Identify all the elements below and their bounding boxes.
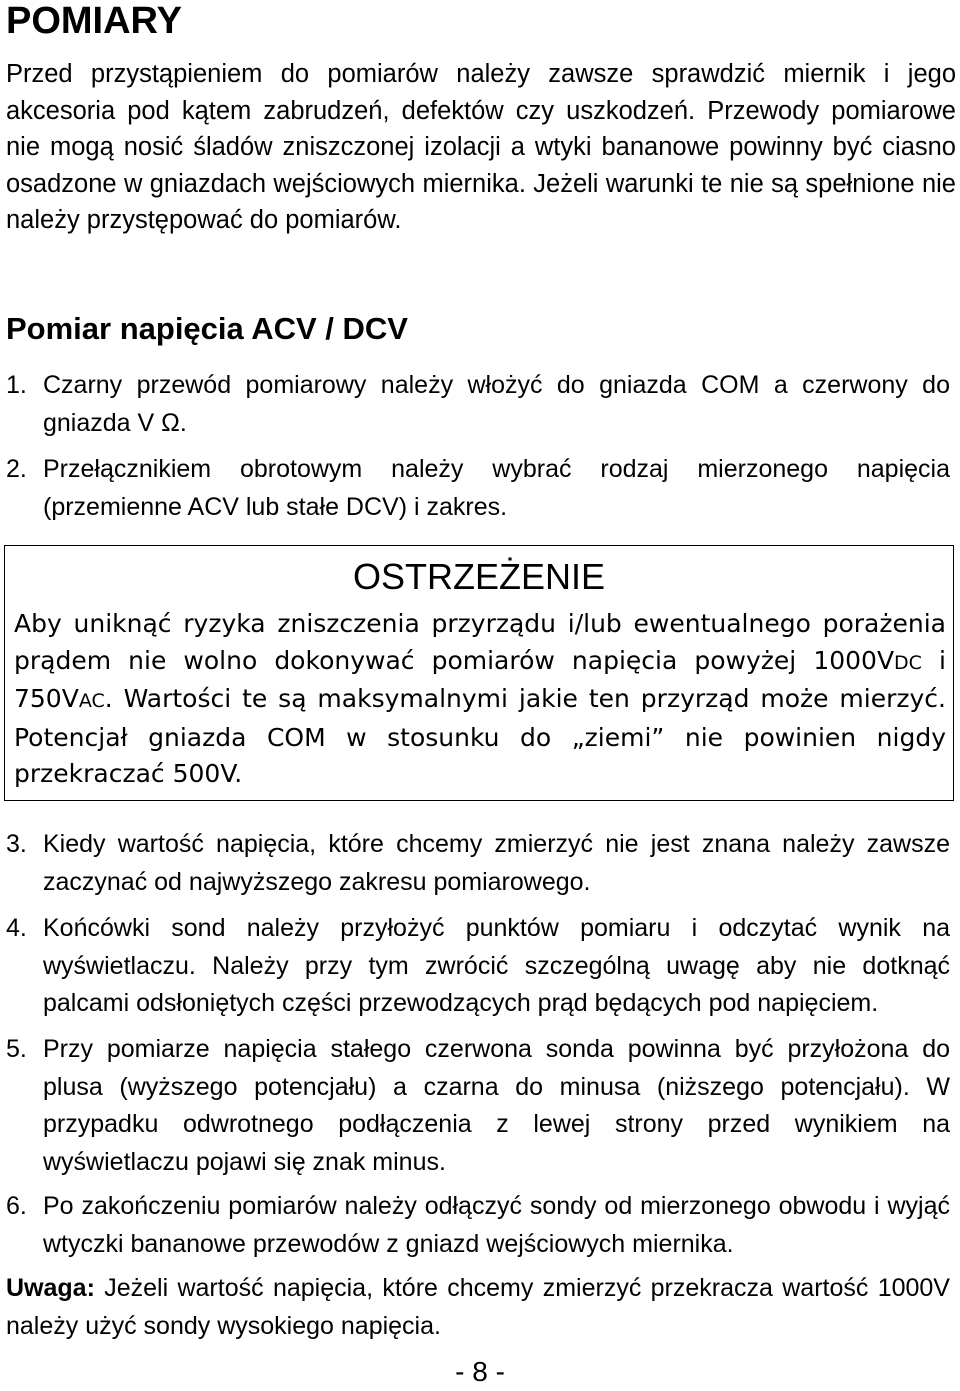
step-text: Kiedy wartość napięcia, które chcemy zmierzyć nie jest znana należy zawsze zaczynać od najwyższego zakresu pomiarowego. [43, 830, 950, 896]
step-item [6, 910, 950, 1023]
note-paragraph [6, 1270, 950, 1345]
dc-subscript: DC [894, 651, 922, 674]
step-item [6, 1188, 950, 1263]
warning-text [14, 606, 946, 793]
step-item [6, 826, 950, 901]
warning-text-part: Aby uniknąć ryzyka zniszczenia przyrządu i/lub ewentualnego porażenia prądem nie wolno dokonywać pomiarów napięcia powyżej 1000V [14, 609, 946, 675]
step-text: Końcówki sond należy przyłożyć punktów pomiaru i odczytać wynik na wyświetlaczu. Należy przy tym zwrócić szczególną uwagę aby nie dotknąć palcami odsłoniętych części przewodzących prąd będących pod napięciem. [43, 914, 950, 1017]
step-number: 3. [6, 830, 27, 858]
step-number: 6. [6, 1192, 27, 1220]
step-number: 4. [6, 914, 27, 942]
note-label: Uwaga: [6, 1274, 95, 1302]
note-text: Jeżeli wartość napięcia, które chcemy zmierzyć przekracza wartość 1000V należy użyć sondy wysokiego napięcia. [6, 1274, 950, 1340]
intro-paragraph: Przed przystąpieniem do pomiarów należy zawsze sprawdzić miernik i jego akcesoria pod kątem zabrudzeń, defektów czy uszkodzeń. Przewody pomiarowe nie mogą nosić śladów zniszczonej izolacji a wtyki bananowe powinny być ciasno osadzone w gniazdach wejściowych miernika. Jeżeli warunki te nie są spełnione nie należy przystępować do pomiarów. [6, 60, 956, 234]
page-number: - 8 - [455, 1356, 505, 1387]
step-number: 2. [6, 455, 27, 483]
section-heading: Pomiar napięcia ACV / DCV [6, 311, 408, 346]
step-text: Przy pomiarze napięcia stałego czerwona sonda powinna być przyłożona do plusa (wyższego potencjału) a czarna do minusa (niższego potencjału). W przypadku odwrotnego podłączenia z lewej strony przed wynikiem na wyświetlaczu pojawi się znak minus. [43, 1035, 950, 1176]
step-text: Przełącznikiem obrotowym należy wybrać rodzaj mierzonego napięcia (przemienne ACV lub stałe DCV) i zakres. [43, 455, 950, 521]
step-text: Czarny przewód pomiarowy należy włożyć do gniazda COM a czerwony do gniazda V Ω. [43, 371, 950, 437]
warning-text-part: . Wartości te są maksymalnymi jakie ten przyrząd może mierzyć. Potencjał gniazda COM w stosunku do „ziemi” nie powinien nigdy przekraczać 500V. [14, 684, 946, 788]
step-number: 5. [6, 1035, 27, 1063]
step-item [6, 367, 950, 442]
warning-text-part: i 750V [14, 645, 946, 713]
ac-subscript: AC [78, 690, 105, 712]
warning-title: OSTRZEŻENIE [352, 556, 606, 597]
step-text: Po zakończeniu pomiarów należy odłączyć sondy od mierzonego obwodu i wyjąć wtyczki bananowe przewodów z gniazd wejściowych miernika. [43, 1192, 950, 1258]
step-item [6, 451, 950, 526]
step-number: 1. [6, 371, 27, 399]
step-item [6, 1031, 950, 1181]
page-title: POMIARY [6, 0, 182, 42]
